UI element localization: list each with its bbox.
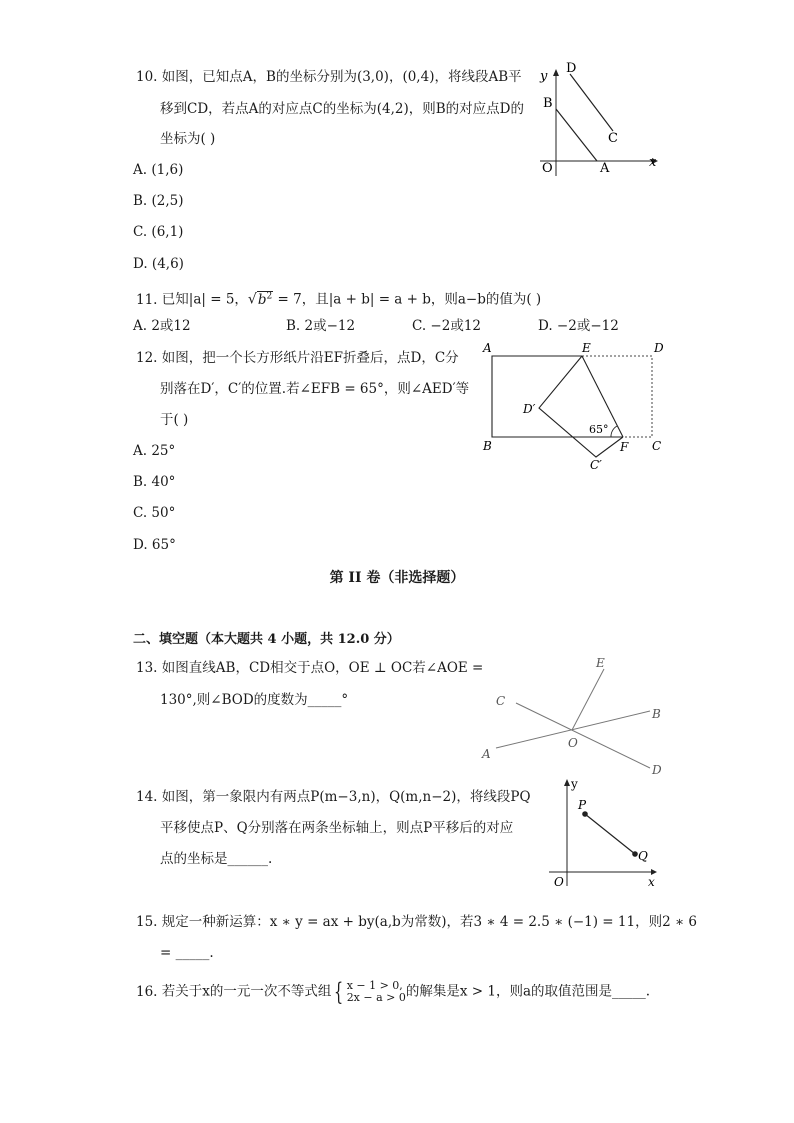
- q10-option-d: D. (4,6): [133, 256, 184, 272]
- q14-label-y: y: [571, 777, 578, 791]
- q10-stem-line1: 如图，已知点A，B的坐标分别为(3,0)，(0,4)，将线段AB平: [161, 69, 522, 85]
- q12-option-c: C. 50°: [133, 505, 176, 521]
- q12-option-d: D. 65°: [133, 537, 176, 553]
- q13-label-c: C: [496, 694, 506, 708]
- q13-number: 13.: [136, 660, 158, 676]
- q13-ray-oe: [572, 669, 604, 730]
- q10-option-c: C. (6,1): [133, 224, 184, 240]
- q10-y-arrow-icon: [553, 69, 559, 76]
- q16-brace: {: [334, 978, 344, 1006]
- q12-stem-line3: 于( ): [160, 412, 189, 428]
- q12-line1: [136, 348, 459, 368]
- q12-folded-flap: [539, 356, 623, 457]
- q10-number: 10.: [136, 69, 158, 85]
- q12-label-b: B: [483, 439, 492, 453]
- q14-stem-line2: 平移使点P、Q分别落在两条坐标轴上，则点P平移后的对应: [160, 820, 514, 836]
- q14-line1: [136, 787, 531, 807]
- q10-option-a: A. (1,6): [133, 162, 184, 178]
- q11-option-b: B. 2或−12: [286, 318, 356, 334]
- q12-number: 12.: [136, 350, 158, 366]
- q12-angle-label: 65°: [589, 423, 609, 436]
- q13-label-e: E: [596, 656, 605, 670]
- q12-figure: [478, 338, 673, 473]
- q12-label-c-prime: C′: [590, 458, 602, 472]
- q10-figure: [530, 58, 670, 178]
- q16-system-eq1: x − 1 > 0,: [346, 979, 403, 992]
- q12-label-c: C: [652, 439, 662, 453]
- q12-label-a: A: [483, 341, 492, 355]
- q11-stem-a: 已知|a| = 5，: [161, 291, 248, 308]
- q13-line1: [136, 658, 483, 678]
- q14-label-o: O: [554, 875, 564, 889]
- q16-number: 16.: [136, 983, 158, 1000]
- q14-y-arrow-icon: [564, 779, 570, 786]
- q13-label-d: D: [652, 763, 662, 777]
- q14-label-q: Q: [638, 849, 648, 863]
- q12-angle-arc: [611, 426, 617, 437]
- q10-label-b: B: [543, 96, 553, 111]
- q11-sqrt-body: b: [257, 291, 267, 308]
- q11-option-c: C. −2或12: [412, 318, 482, 334]
- q14-label-p: P: [578, 798, 587, 812]
- q11-number: 11.: [136, 291, 158, 308]
- q12-label-d: D: [654, 341, 664, 355]
- q11-line: [136, 286, 541, 310]
- q13-figure: [478, 652, 673, 777]
- q15-stem-line2: = _____.: [160, 945, 214, 961]
- q10-segment-cd: [570, 74, 613, 131]
- q15-number: 15.: [136, 914, 158, 930]
- q11-option-a: A. 2或12: [133, 318, 191, 334]
- q14-label-x: x: [648, 875, 655, 889]
- q10-line1: [136, 67, 522, 87]
- q12-option-b: B. 40°: [133, 474, 176, 490]
- q13-label-a: A: [482, 747, 491, 761]
- q14-point-q: [632, 851, 638, 857]
- q15-stem-line1: 规定一种新运算：x ∗ y = ax + by(a,b为常数)，若3 ∗ 4 = 2.5 ∗ (−1) = 11，则2 ∗ 6: [161, 914, 698, 930]
- q14-figure: [545, 772, 670, 890]
- q16-system: [347, 980, 406, 1004]
- q10-stem-line3: 坐标为( ): [160, 131, 216, 147]
- q10-segment-ab: [556, 109, 597, 161]
- q11-sqrt: $√b^2$: [247, 291, 273, 308]
- q10-stem-line2: 移到CD，若点A的对应点C的坐标为(4,2)，则B的对应点D的: [160, 101, 524, 117]
- q10-label-a: A: [600, 161, 610, 176]
- section-fill-in-heading: 二、填空题（本大题共 4 小题，共 12.0 分）: [133, 632, 400, 647]
- q12-option-a: A. 25°: [133, 443, 176, 459]
- q13-stem-line1: 如图直线AB，CD相交于点O，OE ⊥ OC若∠AOE =: [161, 660, 484, 676]
- q11-stem-b: = 7，且|a + b| = a + b，则a−b的值为( ): [273, 291, 542, 308]
- q16-stem-b: 的解集是x > 1，则a的取值范围是_____.: [405, 983, 651, 1000]
- q12-label-d-prime: D′: [523, 402, 536, 416]
- q13-label-b: B: [652, 707, 661, 721]
- q10-label-o: O: [542, 161, 553, 176]
- q10-label-y: y: [540, 69, 548, 84]
- q14-point-p: [582, 811, 588, 817]
- q14-number: 14.: [136, 789, 158, 805]
- q16-line: [136, 980, 650, 1004]
- q11-option-d: D. −2或−12: [538, 318, 619, 334]
- q12-stem-line1: 如图，把一个长方形纸片沿EF折叠后，点D，C分: [161, 350, 459, 366]
- q12-stem-line2: 别落在D′，C′的位置.若∠EFB = 65°，则∠AED′等: [160, 381, 470, 397]
- q13-line-cd: [516, 703, 650, 768]
- q12-label-f: F: [620, 440, 629, 454]
- q16-stem-a: 若关于x的一元一次不等式组: [161, 983, 332, 1000]
- q15-line1: [136, 912, 697, 932]
- q10-label-d: D: [566, 61, 577, 76]
- q13-label-o: O: [568, 736, 578, 750]
- q12-label-e: E: [582, 341, 591, 355]
- part-ii-title: 第 II 卷（非选择题）: [329, 570, 465, 586]
- q10-option-b: B. (2,5): [133, 193, 184, 209]
- q14-stem-line3: 点的坐标是______.: [160, 851, 273, 867]
- q13-stem-line2: 130°,则∠BOD的度数为_____°: [160, 692, 349, 708]
- q14-segment-pq: [585, 814, 635, 854]
- q16-system-eq2: 2x − a > 0: [346, 991, 406, 1004]
- q10-label-x: x: [649, 155, 657, 170]
- q10-label-c: C: [608, 131, 618, 146]
- q11-sqrt-exp: 2: [266, 291, 273, 301]
- q14-stem-line1: 如图，第一象限内有两点P(m−3,n)，Q(m,n−2)，将线段PQ: [161, 789, 531, 805]
